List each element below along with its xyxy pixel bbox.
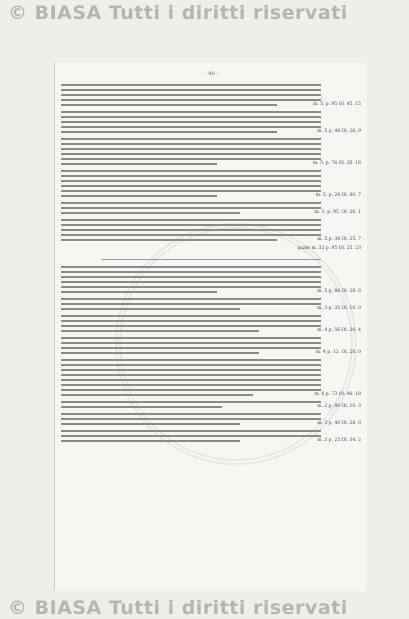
text-line [61,406,222,408]
ledger-entry [61,138,361,165]
text-line [61,104,277,106]
text-line [61,190,321,192]
text-line [61,212,240,214]
text-line [61,347,321,349]
entry-amount: m. 5 p. 86 Ol. 28. 6 [317,289,361,294]
text-line [61,308,240,310]
text-line [61,364,321,366]
section-divider [101,259,321,260]
text-line [61,320,321,322]
text-line [61,180,321,182]
ledger-entry [61,170,361,197]
text-line [61,337,321,339]
entries-list [61,81,361,447]
text-line [61,126,321,128]
text-line [61,281,321,283]
text-line [61,116,321,118]
text-line [61,148,321,150]
text-line [61,379,321,381]
text-line [61,234,321,236]
entry-amount: m. 5. p. 76 Ol. 26. 16 [312,161,361,166]
text-line [61,219,321,221]
text-line [61,84,321,86]
text-line [61,229,321,231]
document-page [54,63,367,591]
ledger-entry [61,219,361,241]
entry-amount: m. 6 p. 73 Ol. 46. 18 [314,392,361,397]
entry-amount: m. 3 p. 25 Ol. 34. 2 [317,438,361,443]
text-line [61,374,321,376]
entry-amount: m. 3 p. 35 Ol. 10. 0 [317,306,361,311]
text-line [61,239,277,241]
text-line [61,158,321,160]
ledger-entry [61,413,361,425]
ledger-entry [61,266,361,293]
entry-amount: m. 5 p. 38 Ol. 25. 7 [317,237,361,242]
ledger-entry [61,202,361,214]
text-line [61,303,321,305]
text-line [61,369,321,371]
text-line [61,291,217,293]
text-line [61,330,259,332]
text-line [61,352,259,354]
text-line [61,271,321,273]
ledger-entry [61,111,361,133]
ledger-entry [61,337,361,354]
watermark-bottom: © BIASA Tutti i diritti riservati [8,597,348,619]
text-line [61,440,240,442]
text-line [61,121,321,123]
ledger-entry [61,430,361,442]
text-line [61,138,321,140]
text-line [61,143,321,145]
text-line [61,170,321,172]
ledger-entry [61,298,361,310]
ledger-entry [61,84,361,106]
entry-amount: m. 4 p. 12. Ol. 20. 0 [315,350,361,355]
text-line [61,131,277,133]
text-line [61,89,321,91]
entry-amount: m. 5 p. 48 Ol. 26. 9 [317,129,361,134]
text-line [61,342,321,344]
entry-amount: m. 2 p. 80 Ol. 10. 3 [317,404,361,409]
entry-amount: m. 4 p. 56 Ol. 26. 4 [317,328,361,333]
text-line [61,423,240,425]
watermark-top: © BIASA Tutti i diritti riservati [8,2,348,24]
text-line [61,418,321,420]
text-line [61,435,321,437]
text-line [61,286,321,288]
entry-amount: m. 3 p. 40 Ol. 28. 0 [317,421,361,426]
entry-amount: m. 3. p. 95. Ol. 26. 1 [314,210,361,215]
text-line [61,195,217,197]
text-line [61,276,321,278]
ledger-entry [61,401,361,408]
text-line [61,384,321,386]
text-line [61,153,321,155]
text-line [61,163,217,165]
text-line [61,94,321,96]
ledger-entry [61,359,361,396]
text-line [61,111,321,113]
entry-amount: m. 5. p. 95 Ol. 45. 15 [312,102,361,107]
text-line [61,99,321,101]
text-line [61,175,321,177]
text-line [61,389,321,391]
summary-total: quale m. 33 p. 95 Ol. 25. 23 [297,246,361,251]
text-line [61,359,321,361]
text-line [61,325,321,327]
text-line [61,207,321,209]
text-line [61,401,321,403]
text-line [61,202,321,204]
text-line [61,185,321,187]
text-line [61,430,321,432]
text-line [61,266,321,268]
text-line [61,224,321,226]
text-line [61,315,321,317]
text-line [61,413,321,415]
text-line [61,298,321,300]
ledger-entry [61,315,361,332]
page-number: - 90 - [205,71,218,77]
text-line [61,394,253,396]
entry-amount: m. 5. p. 28 Ol. 60. 7 [315,193,361,198]
